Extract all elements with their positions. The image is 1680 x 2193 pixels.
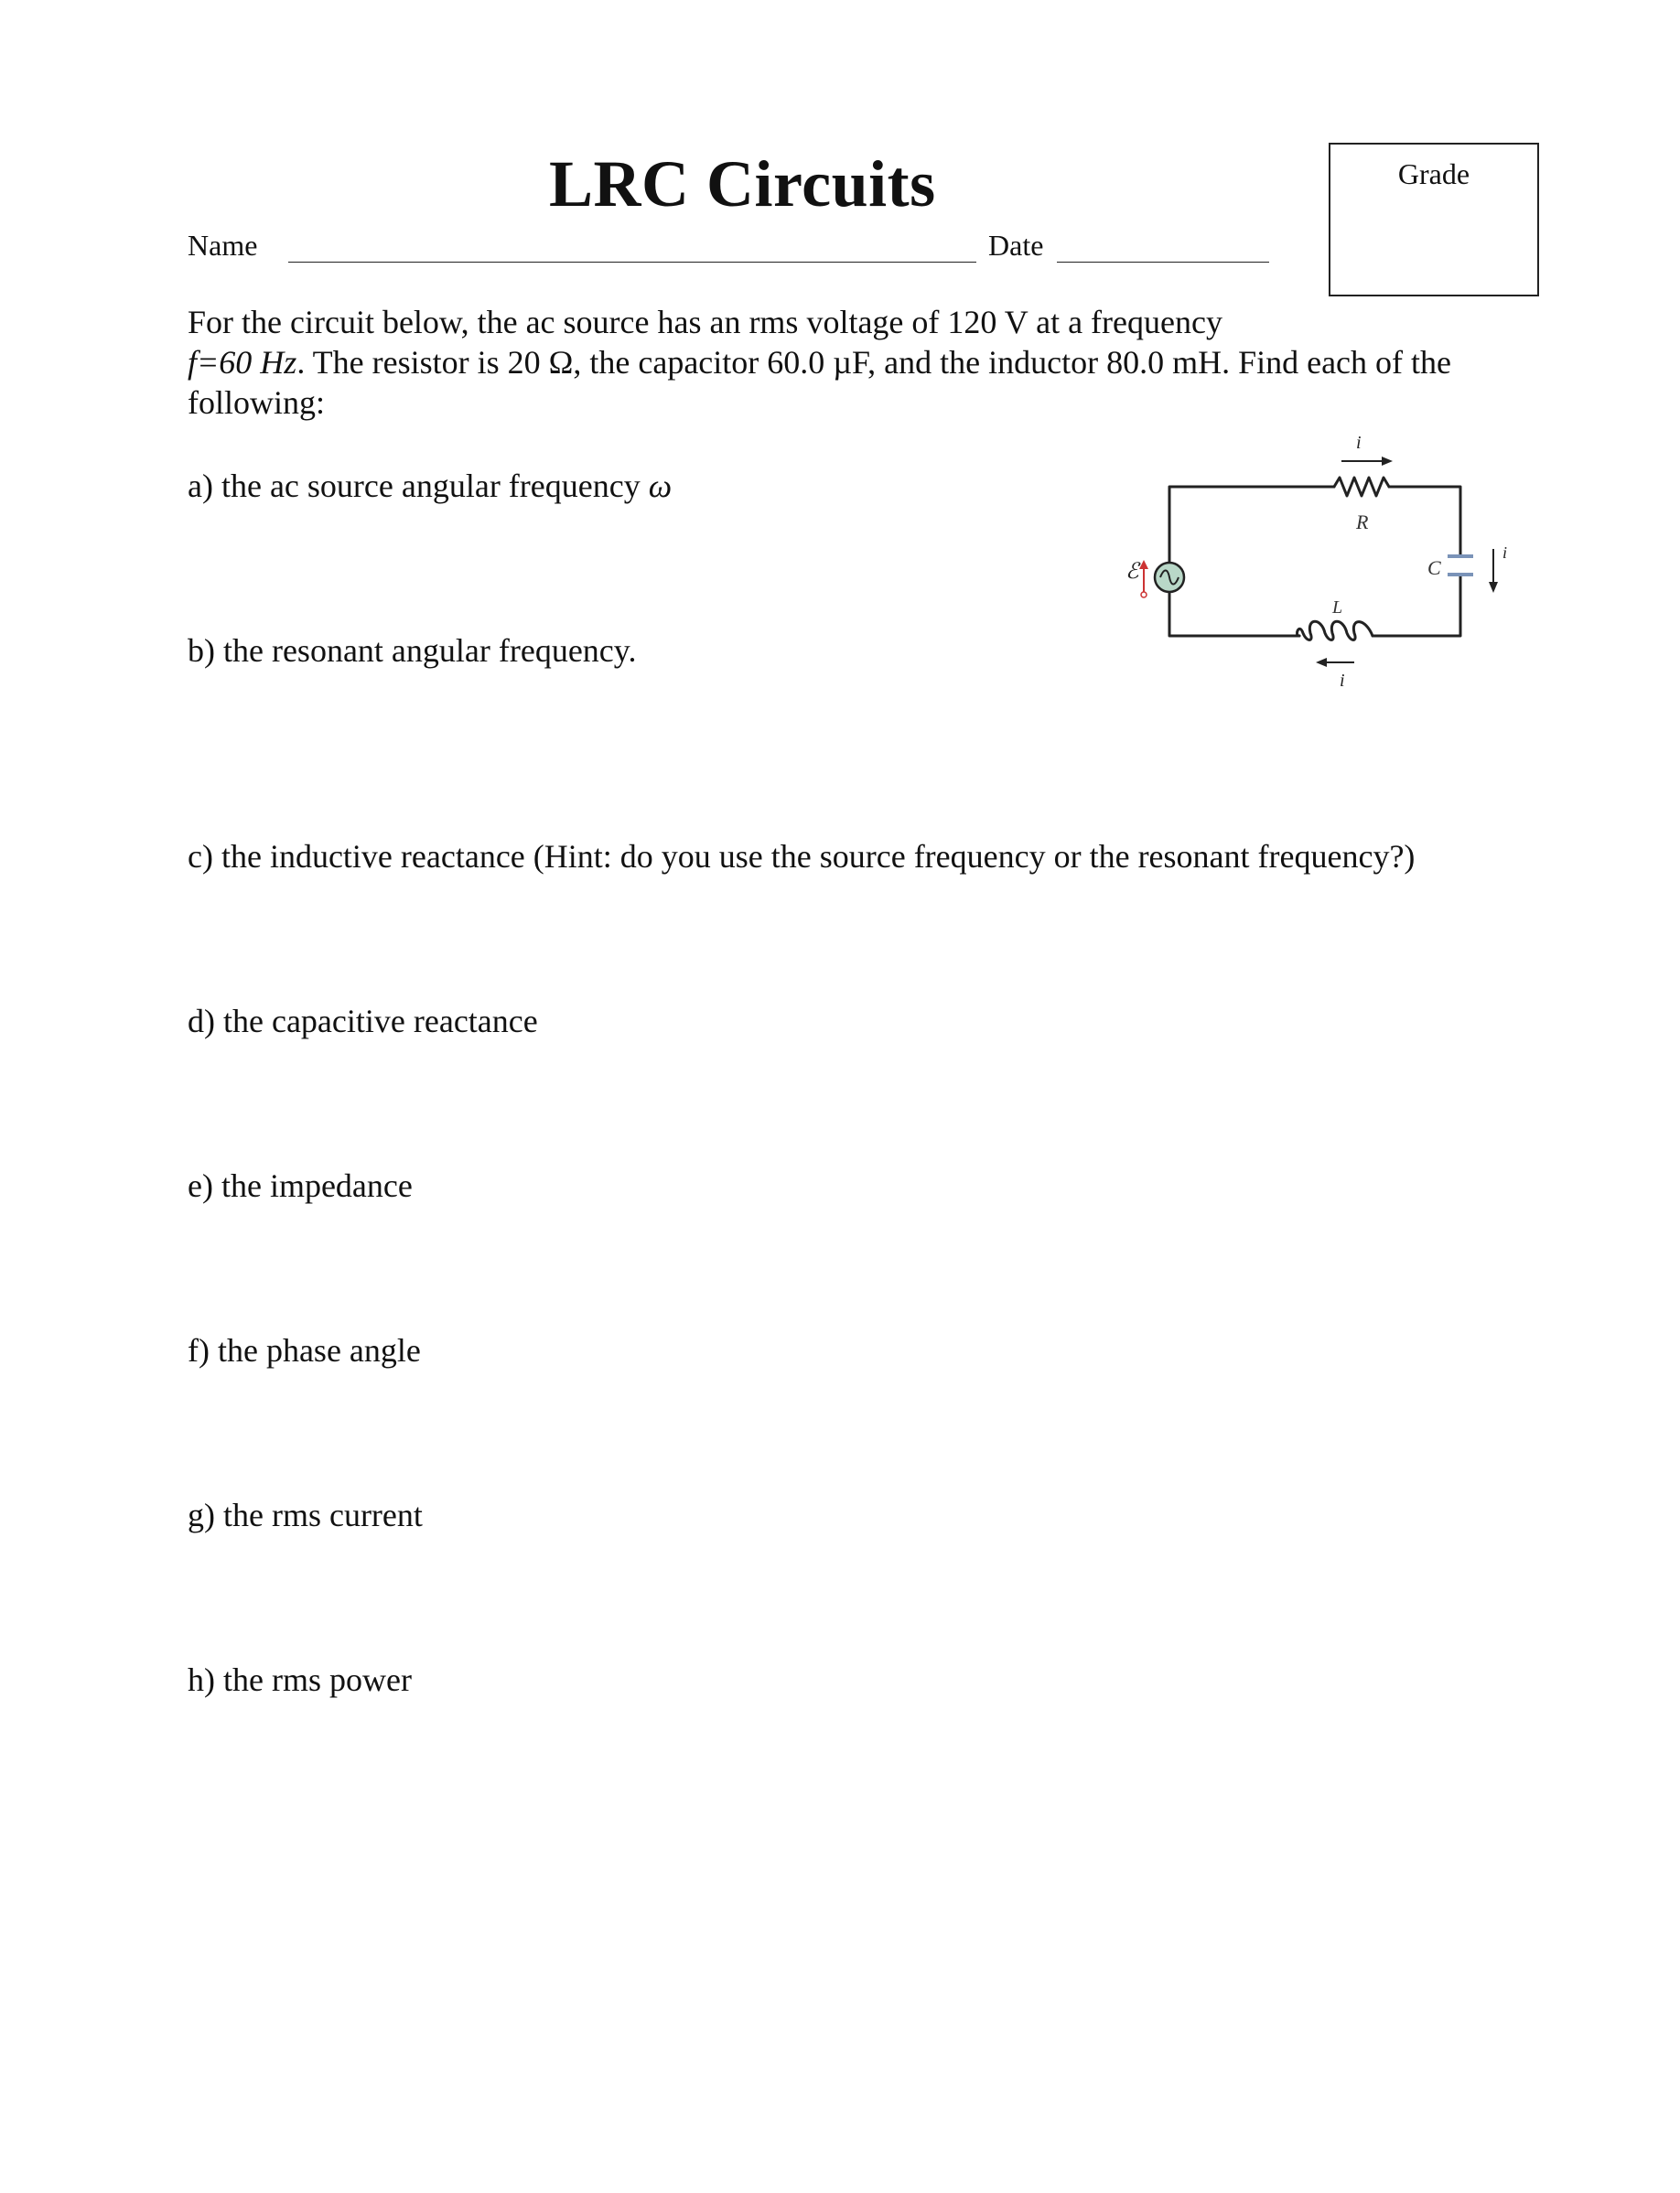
inductor-icon xyxy=(1297,621,1373,640)
wire-right-bottom xyxy=(1373,575,1460,636)
date-field[interactable] xyxy=(1057,262,1269,263)
grade-box[interactable] xyxy=(1329,143,1539,296)
question-g: g) the rms current xyxy=(188,1497,423,1533)
problem-line-3: following: xyxy=(188,384,325,421)
lrc-circuit-diagram xyxy=(1125,430,1528,695)
name-label: Name xyxy=(188,229,258,262)
current-label-right: i xyxy=(1502,543,1508,562)
question-c: c) the inductive reactance (Hint: do you use the source frequency or the resonant frequency?) xyxy=(188,838,1416,875)
problem-line-2-rest: . The resistor is 20 Ω, the capacitor 60.0 µF, and the inductor 80.0 mH. Find each of the xyxy=(296,344,1451,381)
question-b: b) the resonant angular frequency. xyxy=(188,632,637,669)
omega-symbol: ω xyxy=(648,468,673,504)
problem-statement xyxy=(188,302,1505,423)
current-arrow-right-icon xyxy=(1489,582,1498,593)
resistor-label: R xyxy=(1356,511,1369,533)
problem-line-1: For the circuit below, the ac source has an rms voltage of 120 V at a frequency xyxy=(188,304,1222,340)
question-e: e) the impedance xyxy=(188,1167,413,1204)
emf-label: ℰ xyxy=(1125,560,1139,584)
question-a xyxy=(188,467,672,505)
current-label-bottom: i xyxy=(1340,671,1345,691)
wire-top-right xyxy=(1389,487,1460,556)
question-d: d) the capacitive reactance xyxy=(188,1003,538,1039)
current-label-top: i xyxy=(1356,433,1362,453)
emf-arrow-icon xyxy=(1139,560,1148,569)
inductor-label: L xyxy=(1332,597,1343,618)
current-arrow-top-icon xyxy=(1382,457,1393,466)
frequency-expression: f=60 Hz xyxy=(188,344,297,381)
capacitor-label: C xyxy=(1427,556,1441,579)
wire-bottom-left xyxy=(1169,591,1299,636)
problem-line-2 xyxy=(188,342,1505,382)
wire-top-left xyxy=(1169,487,1334,564)
grade-label: Grade xyxy=(1397,157,1470,190)
circuit-svg xyxy=(1125,430,1528,695)
question-f: f) the phase angle xyxy=(188,1332,421,1369)
name-field[interactable] xyxy=(288,262,976,263)
question-a-text: a) the ac source angular frequency xyxy=(188,468,649,504)
emf-terminal-icon xyxy=(1141,592,1147,597)
date-label: Date xyxy=(988,229,1044,262)
page-title: LRC Circuits xyxy=(549,147,936,220)
question-h: h) the rms power xyxy=(188,1661,412,1698)
resistor-icon xyxy=(1334,478,1389,496)
current-arrow-bottom-icon xyxy=(1316,658,1327,667)
